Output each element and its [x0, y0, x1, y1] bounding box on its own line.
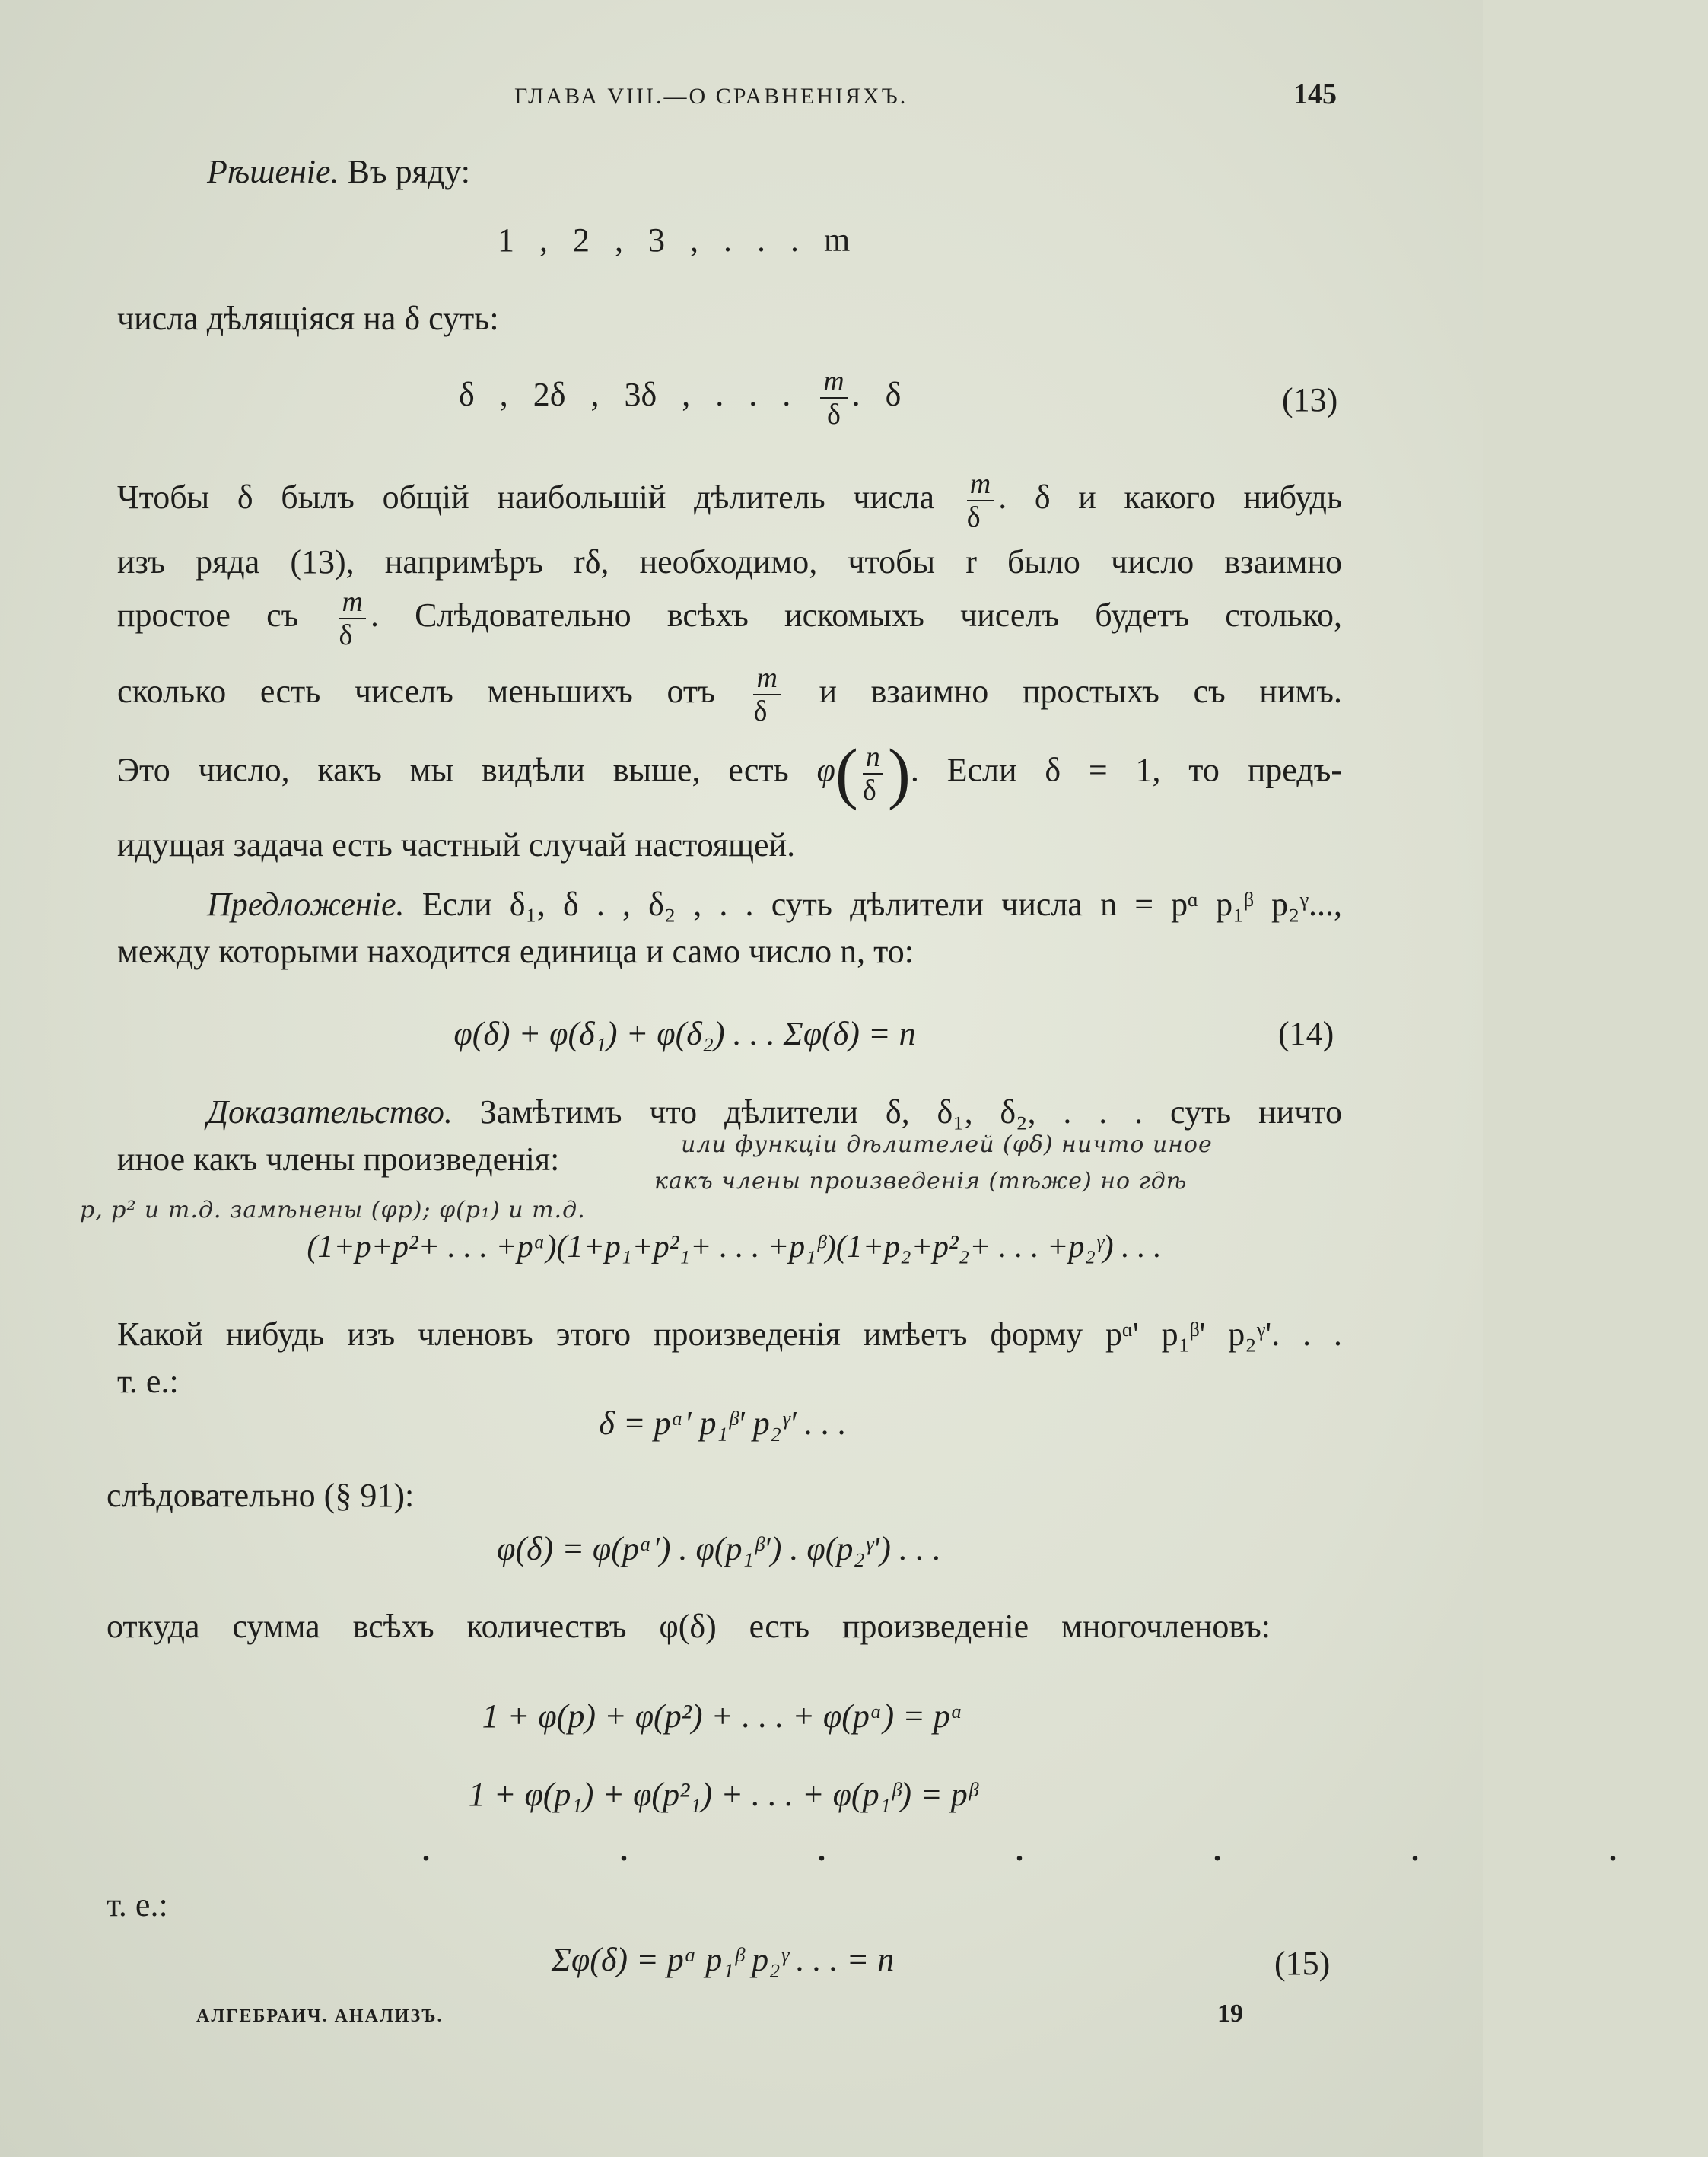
solution-para-line-5: Это число, какъ мы видѣли выше, есть φ( $\frac{n}{\delta}$ ). Если δ = 1, то предъ- — [117, 736, 1342, 811]
proposition-line-2: между которыми находится единица и само число n, то: — [117, 933, 914, 970]
proposition-line-1: Предложеніе. Если δ₁, δ . , δ₂ , . . суть дѣлители числа n = pᵅ p₁ᵝ p₂ᵞ..., — [207, 886, 1342, 923]
equation-14: φ(δ) + φ(δ₁) + φ(δ₂) . . . Σφ(δ) = n — [453, 1015, 916, 1052]
equation-13-number: (13) — [1282, 381, 1338, 418]
solution-para-line-1: Чтобы δ былъ общій наибольшій дѣлитель числа $\frac{m}{\delta}$ . δ и какого нибудь — [117, 468, 1343, 533]
proof-line-1: Доказательство. Замѣтимъ что дѣлители δ, δ₁, δ₂, . . . суть ничто — [207, 1093, 1342, 1131]
fraction-m-over-delta: $\frac{m}{\delta}$ — [753, 662, 780, 727]
equation-sum-1: 1 + φ(p) + φ(p²) + . . . + φ(pᵅ) = pᵅ — [482, 1697, 964, 1735]
fraction-m-over-delta: $\frac{m}{\delta}$ — [820, 365, 847, 431]
solution-para-line-2: изъ ряда (13), напримѣръ rδ, необходимо, чтобы r было число взаимно — [117, 543, 1342, 581]
fraction-m-over-delta: $\frac{m}{\delta}$ — [339, 586, 366, 651]
equation-15-number: (15) — [1274, 1945, 1331, 1982]
solution-label: Рѣшеніе. — [207, 153, 339, 190]
equation-13-series: δ , 2δ , 3δ , . . . — [459, 376, 791, 414]
proof-line-2: иное какъ члены произведенія: — [117, 1141, 560, 1178]
handwritten-note-line-3: p, p² и т.д. замѣнены (φp); φ(p₁) и т.д. — [80, 1197, 586, 1223]
equation-phi-delta: φ(δ) = φ(pᵅ') . φ(p₁ᵝ') . φ(p₂ᵞ') . . . — [497, 1530, 941, 1567]
product-formula: (1+p+p²+ . . . +pᵅ)(1+p₁+p²₁+ . . . +p₁ᵝ)(1+p₂+p²₂+ . . . +p₂ᵞ) . . . — [307, 1230, 1162, 1265]
proof-line-5: слѣдовательно (§ 91): — [107, 1477, 415, 1514]
footer-book-title: АЛГЕБРАИЧ. АНАЛИЗЪ. — [196, 2006, 444, 2026]
solution-para-line-4: сколько есть чиселъ меньшихъ отъ $\frac{m}{\delta}$ и взаимно простыхъ съ нимъ. — [117, 662, 1342, 727]
page-number: 145 — [1293, 78, 1337, 110]
equation-delta: δ = pᵅ' p₁ᵝ' p₂ᵞ' . . . — [599, 1405, 847, 1442]
handwritten-note-line-2: какъ члены произведенія (тѣже) но гдѣ — [654, 1168, 1188, 1195]
fraction-m-over-delta: $\frac{m}{\delta}$ — [967, 468, 994, 533]
handwritten-note-line-1: или функціи дѣлителей (φδ) ничто иное — [681, 1131, 1213, 1158]
proof-line-6: откуда сумма всѣхъ количествъ φ(δ) есть произведеніе многочленовъ: — [107, 1608, 1271, 1645]
proof-line-4: т. е.: — [117, 1363, 179, 1400]
signature-mark: 19 — [1217, 2000, 1243, 2028]
proof-label: Доказательство. — [207, 1093, 453, 1131]
solution-heading — [207, 152, 470, 191]
equation-13 — [459, 365, 901, 431]
proof-line-7: т. е.: — [107, 1886, 168, 1923]
equation-14-number: (14) — [1278, 1015, 1334, 1052]
divisible-intro: числа дѣлящіяся на δ суть: — [117, 300, 499, 337]
continuation-dots: . . . . . . . — [422, 1833, 1708, 1867]
natural-series: 1 , 2 , 3 , . . . m — [498, 221, 851, 259]
proof-line-3: Какой нибудь изъ членовъ этого произведенія имѣетъ форму pᵅ' p₁ᵝ' p₂ᵞ'. . . — [117, 1316, 1342, 1353]
equation-15: Σφ(δ) = pᵅ p₁ᵝ p₂ᵞ . . . = n — [551, 1941, 895, 1978]
solution-intro: Въ ряду: — [347, 153, 470, 190]
fraction-n-over-delta: $\frac{n}{\delta}$ — [863, 741, 883, 806]
proposition-label: Предложеніе. — [207, 886, 405, 923]
solution-para-line-3: простое съ $\frac{m}{\delta}$ . Слѣдовательно всѣхъ искомыхъ чиселъ будетъ столько, — [117, 586, 1343, 651]
running-header: ГЛАВА VIII.—О СРАВНЕНІЯХЪ. — [514, 84, 908, 109]
equation-13-tail: . δ — [851, 376, 902, 414]
solution-para-line-6: идущая задача есть частный случай настоящей. — [117, 826, 796, 864]
equation-sum-2: 1 + φ(p₁) + φ(p²₁) + . . . + φ(p₁ᵝ) = pᵝ — [468, 1776, 978, 1813]
